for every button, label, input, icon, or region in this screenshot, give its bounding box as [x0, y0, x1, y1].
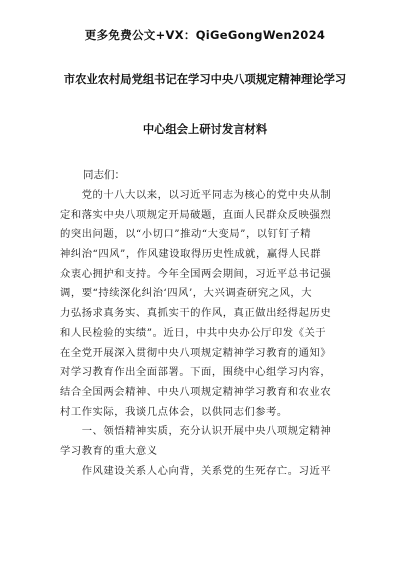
body-text: [60, 186, 359, 481]
salutation: 同志们：: [83, 169, 125, 181]
section-heading-line: 学习教育的重大意义: [60, 444, 158, 457]
body-line: 定和落实中央八项规定开局破题，直面人民群众反映强烈: [60, 208, 332, 221]
body-line: 对学习教育作出全面部署。下面，围绕中心组学习内容，: [60, 366, 332, 379]
body-line: 力弘扬求真务实、真抓实干的作风，真正做出经得起历史: [60, 307, 332, 320]
body-line: 党的十八大以来，以习近平同志为核心的党中央从制: [60, 189, 332, 201]
body-line: 的突出问题，以“小切口”推动“大变局”，以钉钉子精: [60, 228, 312, 241]
body-line: 结合全国两会精神、中央八项规定精神学习教育和农业农: [60, 385, 332, 398]
body-line: 村工作实际，我谈几点体会，以供同志们参考。: [60, 405, 288, 418]
body-line: 作风建设关系人心向背，关系党的生死存亡。习近平: [60, 464, 332, 477]
body-line: 和人民检验的实绩”。近日，中共中央办公厅印发《关于: [60, 326, 327, 339]
body-line: 众衷心拥护和支持。今年全国两会期间，习近平总书记强: [60, 267, 332, 280]
body-line: 在全党开展深入贯彻中央八项规定精神学习教育的通知》: [60, 346, 332, 359]
body-line: 神纠治“四风”，作风建设取得历史性成就，赢得人民群: [60, 248, 322, 261]
header-watermark: 更多免费公文+VX：QiGeGongWen2024: [84, 28, 326, 42]
document-title: 市农业农村局党组书记在学习中央八项规定精神理论学习: [63, 73, 347, 86]
body-line: 调，要“持续深化纠治‘四风’，大兴调查研究之风，大: [60, 287, 313, 300]
document-subtitle: 中心组会上研讨发言材料: [142, 123, 268, 136]
section-heading-line: 一、领悟精神实质，充分认识开展中央八项规定精神: [60, 425, 332, 438]
